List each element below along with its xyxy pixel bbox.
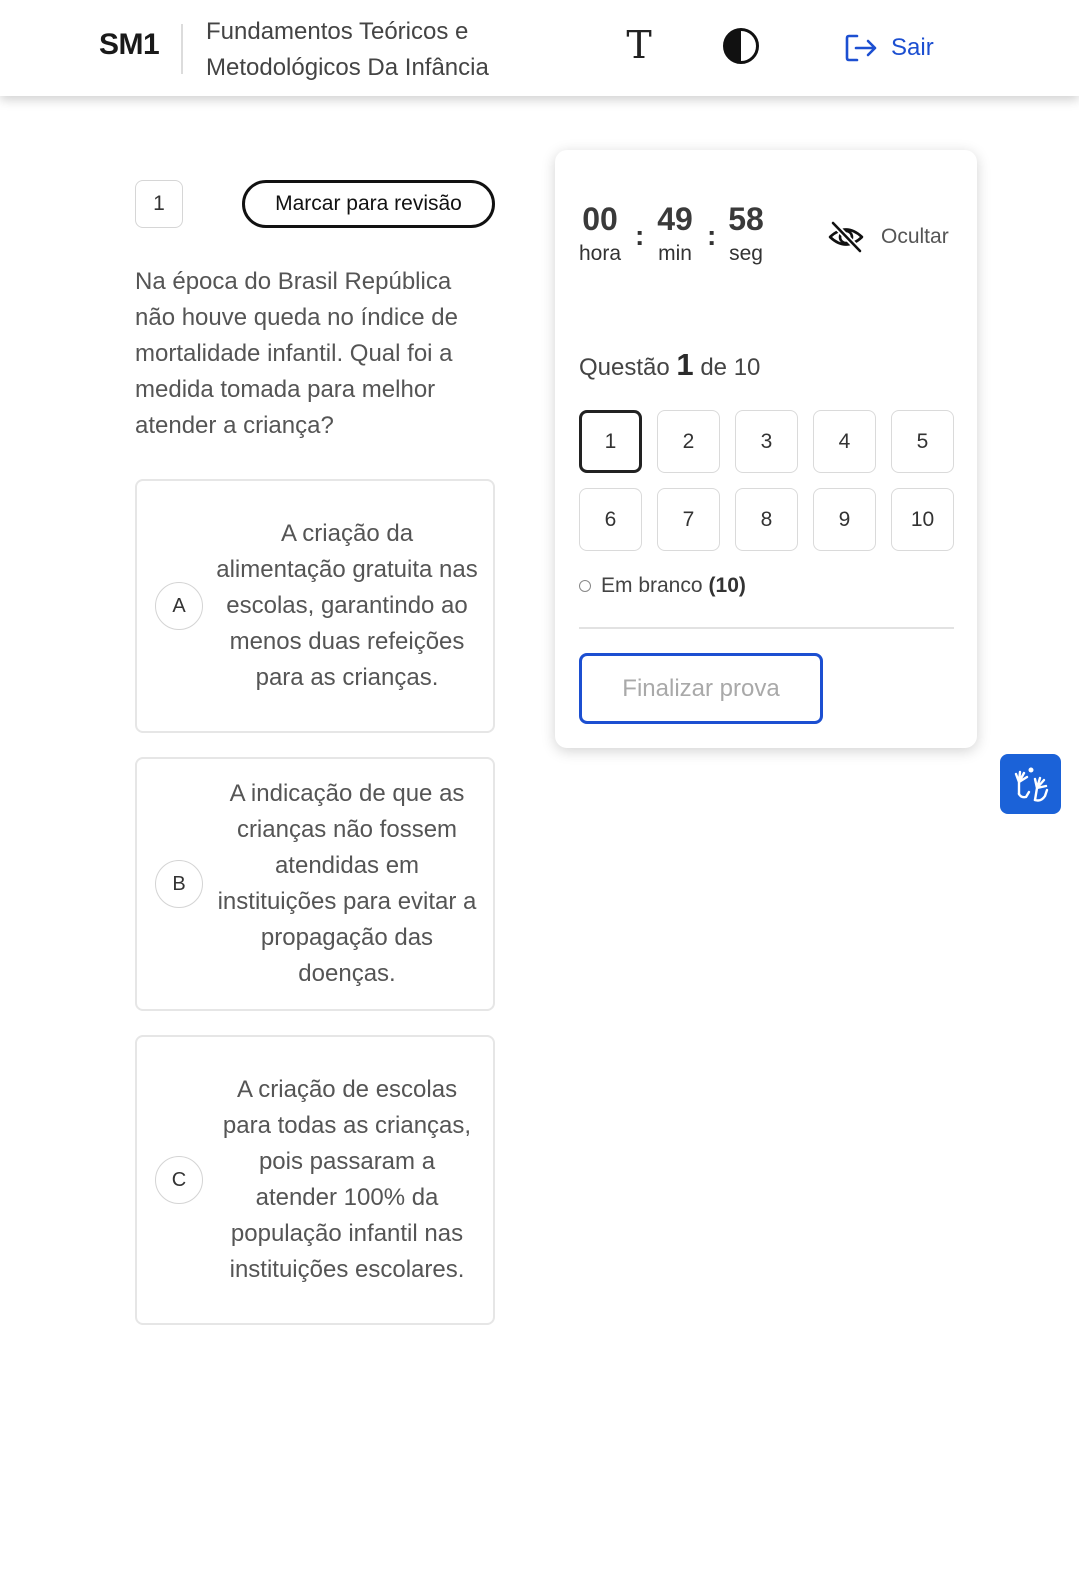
course-title: Fundamentos Teóricos e Metodológicos Da Infância	[206, 18, 489, 81]
timer-minutes-value: 49	[657, 201, 693, 237]
progress-prefix: Questão	[579, 354, 670, 381]
logout-button[interactable]	[844, 28, 934, 68]
question-nav-button[interactable]: 2	[657, 410, 720, 473]
logout-label: Sair	[891, 34, 934, 61]
timer-hours-label: hora	[578, 242, 622, 265]
progress-current: 1	[676, 347, 694, 382]
option-text: A indicação de que as crianças não fossem atendidas em instituições para evitar a propagação das doenças.	[217, 780, 477, 987]
hide-timer-label: Ocultar	[881, 225, 949, 248]
top-header	[0, 0, 1079, 96]
timer-separator: :	[635, 220, 645, 251]
hide-timer-button[interactable]	[827, 218, 949, 256]
blank-count: (10)	[708, 574, 746, 597]
option-letter: B	[155, 860, 203, 908]
blank-label: Em branco	[601, 574, 703, 597]
answer-option-a[interactable]	[135, 479, 495, 733]
answer-option-c[interactable]	[135, 1035, 495, 1325]
question-nav-button[interactable]: 9	[813, 488, 876, 551]
question-nav-button[interactable]: 3	[735, 410, 798, 473]
sign-language-hands-icon	[1011, 764, 1051, 804]
timer-hours	[575, 200, 625, 266]
answer-option-b[interactable]	[135, 757, 495, 1011]
question-nav-button[interactable]: 1	[579, 410, 642, 473]
question-nav-button[interactable]: 8	[735, 488, 798, 551]
question-text: Na época do Brasil República não houve queda no índice de mortalidade infantil. Qual foi a medida tomada para melhor atender a criança?	[135, 268, 458, 439]
timer-minutes	[650, 200, 700, 266]
contrast-icon[interactable]	[722, 27, 760, 65]
timer-hours-value: 00	[582, 201, 618, 237]
sign-language-widget[interactable]	[1000, 754, 1061, 814]
question-nav-button[interactable]: 5	[891, 410, 954, 473]
question-nav-button[interactable]: 4	[813, 410, 876, 473]
timer-seconds-label: seg	[729, 242, 763, 265]
panel-divider	[579, 627, 954, 629]
question-nav-button[interactable]: 6	[579, 488, 642, 551]
question-number-badge: 1	[135, 180, 183, 228]
header-divider	[181, 24, 183, 74]
font-size-icon[interactable]: T	[626, 23, 652, 67]
eye-off-icon	[827, 218, 865, 256]
progress-suffix: de 10	[700, 354, 761, 381]
question-progress	[579, 347, 760, 383]
option-text: A criação de escolas para todas as crianças, pois passaram a atender 100% da população infantil nas instituições escolares.	[222, 1076, 472, 1283]
blank-dot-icon	[579, 580, 591, 592]
option-text: A criação da alimentação gratuita nas escolas, garantindo ao menos duas refeições para as crianças.	[216, 520, 478, 691]
timer-minutes-label: min	[658, 242, 692, 265]
timer-seconds-value: 58	[728, 201, 764, 237]
timer-separator: :	[707, 220, 717, 251]
app-logo[interactable]: SM1	[99, 28, 160, 61]
timer-seconds	[721, 200, 771, 266]
option-letter: A	[155, 582, 203, 630]
logout-icon	[844, 32, 878, 64]
option-letter: C	[155, 1156, 203, 1204]
question-nav-button[interactable]: 10	[891, 488, 954, 551]
finish-exam-button[interactable]: Finalizar prova	[579, 653, 823, 724]
mark-for-review-button[interactable]: Marcar para revisão	[242, 180, 495, 228]
blank-legend	[579, 574, 746, 598]
exam-status-panel	[555, 150, 977, 748]
question-nav-button[interactable]: 7	[657, 488, 720, 551]
